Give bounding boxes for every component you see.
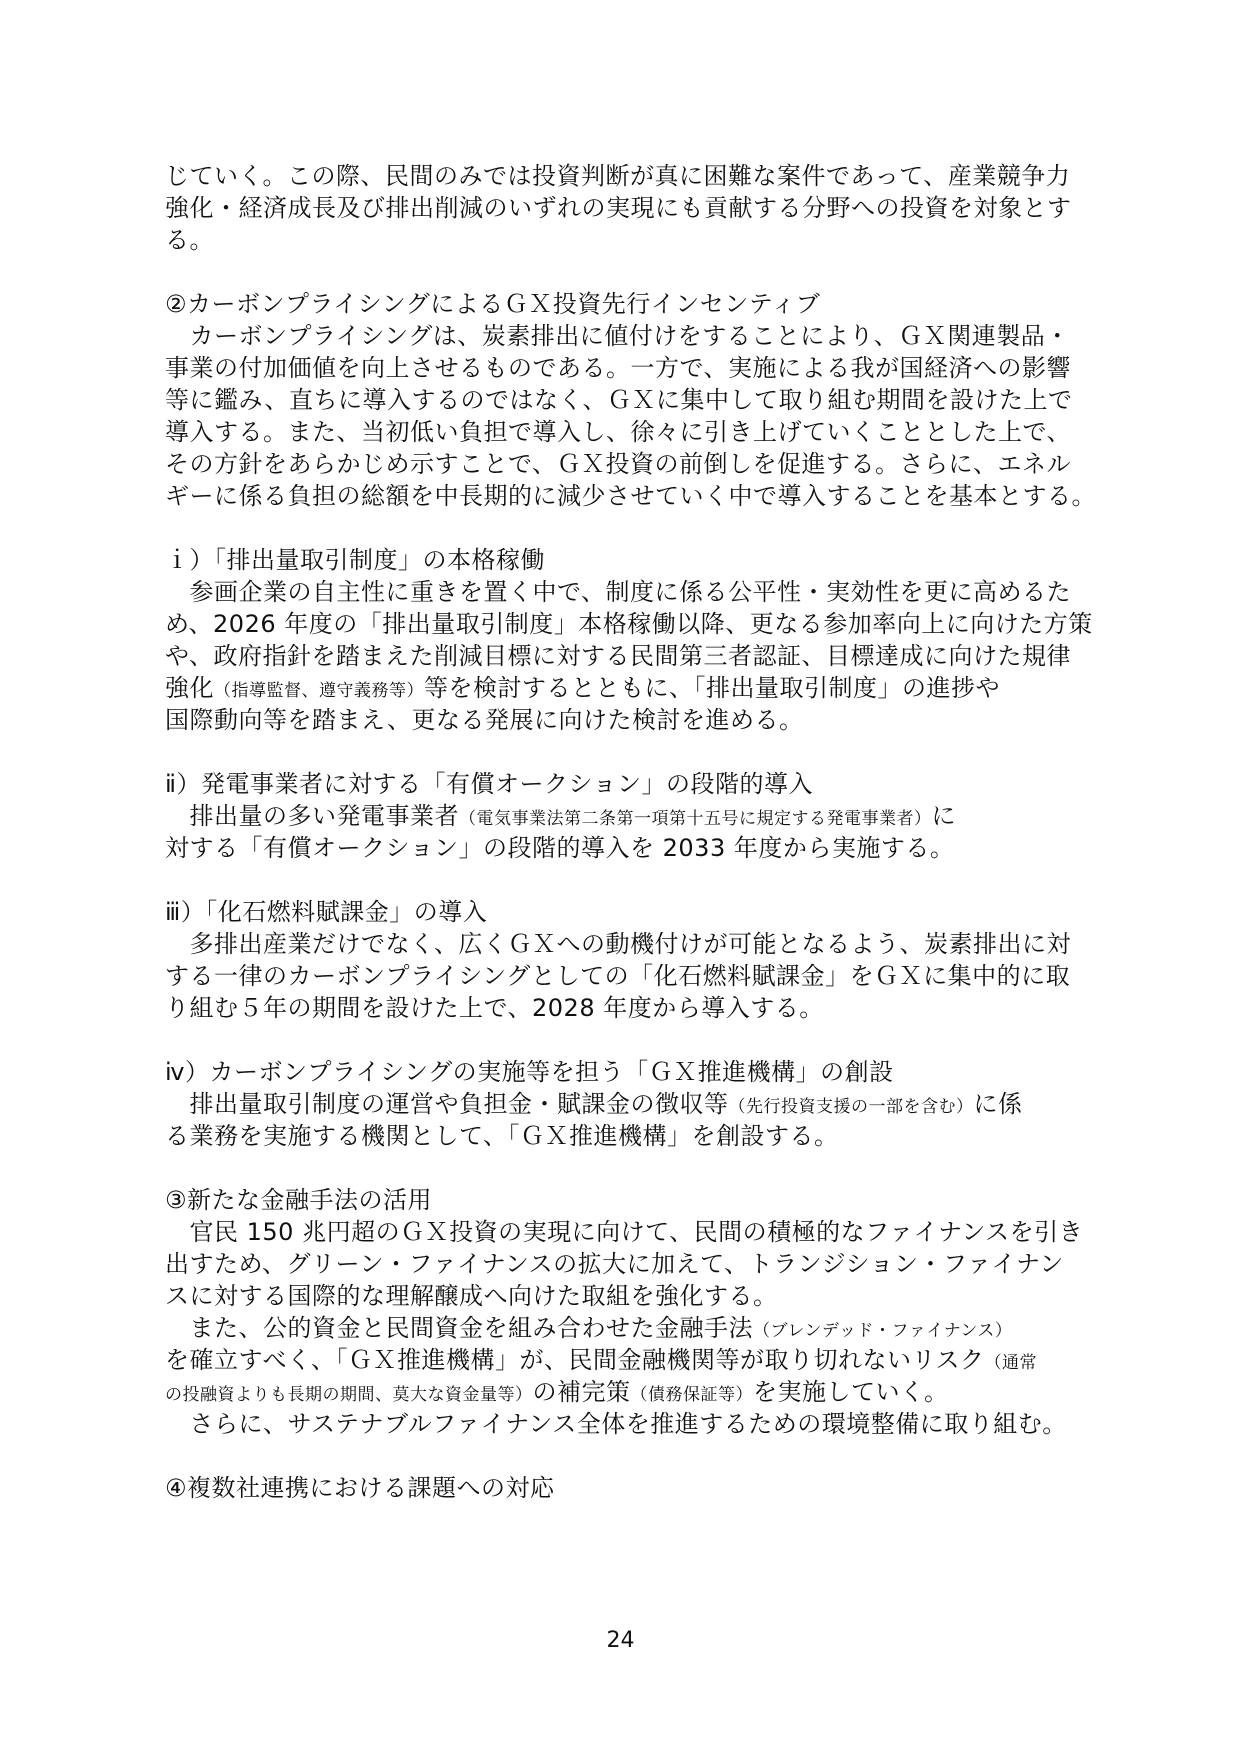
text-line bbox=[165, 1376, 949, 1411]
text-line: る。 bbox=[165, 226, 214, 254]
text-line bbox=[165, 1312, 1012, 1347]
text-line bbox=[165, 800, 956, 835]
text-run: 排出量の多い発電事業者 bbox=[165, 802, 459, 830]
text-line: り組む５年の期間を設けた上で、2028 年度から導入する。 bbox=[165, 994, 824, 1022]
text-run: を実施していく。 bbox=[753, 1378, 949, 1406]
section-heading: ④複数社連携における課題への対応 bbox=[165, 1474, 555, 1502]
text-run: に bbox=[931, 802, 956, 830]
text-run: 強化 bbox=[165, 674, 214, 702]
text-run: に係 bbox=[973, 1090, 1023, 1118]
note-text: （通常 bbox=[984, 1353, 1038, 1373]
note-text: （電気事業法第二条第一項第十五号に規定する発電事業者） bbox=[459, 809, 932, 829]
text-line: 強化・経済成長及び排出削減のいずれの実現にも貢献する分野への投資を対象とす bbox=[165, 194, 1072, 222]
section-heading: ②カーボンプライシングによるＧＸ投資先行インセンティブ bbox=[165, 290, 821, 318]
subsection-heading: ⅲ）「化石燃料賦課金」の導入 bbox=[165, 898, 488, 926]
note-text: の投融資よりも長期の期間、莫大な資金量等） bbox=[165, 1385, 533, 1405]
text-line: 対する「有償オークション」の段階的導入を 2033 年度から実施する。 bbox=[165, 834, 955, 862]
text-run: 排出量取引制度の運営や負担金・賦課金の徴収等 bbox=[165, 1090, 729, 1118]
text-line: ギーに係る負担の総額を中長期的に減少させていく中で導入することを基本とする。 bbox=[165, 482, 1096, 510]
text-line: じていく。この際、民間のみでは投資判断が真に困難な案件であって、産業競争力 bbox=[165, 162, 1071, 190]
text-line: 等に鑑み、直ちに導入するのではなく、ＧＸに集中して取り組む期間を設けた上で bbox=[165, 386, 1073, 414]
text-line bbox=[165, 672, 1000, 707]
text-line: する一律のカーボンプライシングとしての「化石燃料賦課金」をＧＸに集中的に取 bbox=[165, 962, 1071, 990]
text-line: 導入する。また、当初低い負担で導入し、徐々に引き上げていくこととした上で、 bbox=[165, 418, 1072, 446]
subsection-heading: ⅳ）カーボンプライシングの実施等を担う「ＧＸ推進機構」の創設 bbox=[165, 1058, 894, 1086]
text-line: め、2026 年度の「排出量取引制度」本格稼働以降、更なる参加率向上に向けた方策 bbox=[165, 610, 1093, 638]
text-line: 出すため、グリーン・ファイナンスの拡大に加えて、トランジション・ファイナン bbox=[165, 1250, 1064, 1278]
subsection-heading: ⅱ）発電事業者に対する「有償オークション」の段階的導入 bbox=[165, 770, 813, 798]
note-text: （先行投資支援の一部を含む） bbox=[728, 1097, 974, 1117]
text-line: スに対する国際的な理解醸成へ向けた取組を強化する。 bbox=[165, 1282, 778, 1310]
text-line: 国際動向等を踏まえ、更なる発展に向けた検討を進める。 bbox=[165, 706, 804, 734]
page-number: 24 bbox=[606, 1628, 635, 1653]
note-text: （指導監督、遵守義務等） bbox=[214, 681, 424, 701]
text-line bbox=[165, 1088, 1023, 1123]
text-run: 等を検討するとともに、「排出量取引制度」の進捗や bbox=[424, 674, 1000, 702]
text-line: さらに、サステナブルファイナンス全体を推進するための環境整備に取り組む。 bbox=[165, 1410, 1067, 1438]
text-line: カーボンプライシングは、炭素排出に値付けをすることにより、ＧＸ関連製品・ bbox=[165, 322, 1070, 350]
subsection-heading: ｉ）「排出量取引制度」の本格稼働 bbox=[165, 546, 545, 574]
text-run: また、公的資金と民間資金を組み合わせた金融手法 bbox=[165, 1314, 753, 1342]
text-line: や、政府指針を踏まえた削減目標に対する民間第三者認証、目標達成に向けた規律 bbox=[165, 642, 1072, 670]
text-line: 参画企業の自主性に重きを置く中で、制度に係る公平性・実効性を更に高めるた bbox=[165, 578, 1072, 606]
text-run: の補完策 bbox=[532, 1378, 631, 1406]
text-line: 多排出産業だけでなく、広くＧＸへの動機付けが可能となるよう、炭素排出に対 bbox=[165, 930, 1072, 958]
text-line: その方針をあらかじめ示すことで、ＧＸ投資の前倒しを促進する。さらに、エネル bbox=[165, 450, 1072, 478]
note-text: （ブレンデッド・ファイナンス） bbox=[753, 1321, 1013, 1341]
section-heading: ③新たな金融手法の活用 bbox=[165, 1186, 433, 1214]
text-line: 官民 150 兆円超のＧＸ投資の実現に向けて、民間の積極的なファイナンスを引き bbox=[165, 1218, 1084, 1246]
note-text: （債務保証等） bbox=[630, 1385, 753, 1405]
text-line bbox=[165, 1344, 1037, 1379]
text-run: を確立すべく、「ＧＸ推進機構」が、民間金融機関等が取り切れないリスク bbox=[165, 1346, 985, 1374]
text-line: 事業の付加価値を向上させるものである。一方で、実施による我が国経済への影響 bbox=[165, 354, 1072, 382]
text-line: る業務を実施する機関として、「ＧＸ推進機構」を創設する。 bbox=[165, 1122, 839, 1150]
